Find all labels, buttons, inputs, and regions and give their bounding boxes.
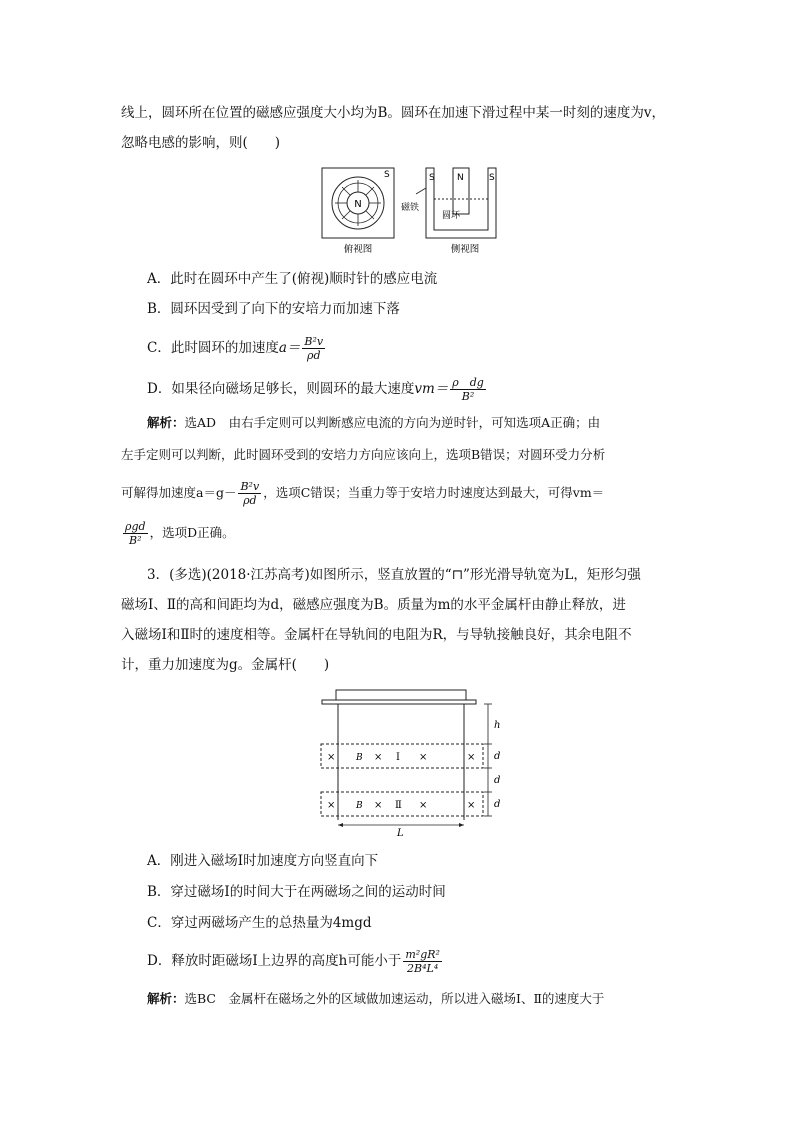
field2-x-4: × [467, 800, 476, 811]
q3-option-c: C．穿过两磁场产生的总热量为4mgd [147, 915, 372, 931]
q2-option-c [147, 335, 327, 362]
field2-x-1: × [327, 800, 336, 811]
q2-c-lhs: a＝ [278, 340, 301, 356]
q2-c-fraction [302, 335, 325, 362]
sol2-l4-suffix: ，选项D正确。 [149, 525, 235, 540]
field2-x-2: × [374, 800, 383, 811]
q3-option-b: B．穿过磁场Ⅰ的时间大于在两磁场之间的运动时间 [147, 884, 446, 900]
q2-option-b: B．圆环因受到了向下的安培力而加速下落 [147, 301, 400, 317]
field2-roman: Ⅱ [395, 800, 402, 811]
field2-x-3: × [419, 800, 428, 811]
fig1-s-label-left: S [384, 170, 390, 180]
fig1-left-caption: 俯视图 [343, 244, 373, 255]
q2-d-den: B² [461, 390, 475, 403]
field1-x-1: × [327, 752, 336, 763]
field1-x-3: × [419, 752, 428, 763]
q2-option-d [147, 376, 488, 403]
field1-roman: Ⅰ [396, 752, 400, 763]
fig1-n-label: N [354, 199, 362, 210]
sol2-text-1: 由右手定则可以判断感应电流的方向为逆时针，可知选项A正确；由 [216, 415, 601, 430]
intro-line-1: 线上，圆环所在位置的磁感应强度大小均为B。圆环在加速下滑过程中某一时刻的速度为v， [121, 105, 666, 121]
fig1-s-label-1: S [429, 173, 435, 183]
q3-line-4: 计，重力加速度为g。金属杆( ) [121, 657, 330, 673]
sol3-text-1: 金属杆在磁场之外的区域做加速运动，所以进入磁场Ⅰ、Ⅱ的速度大于 [216, 991, 605, 1006]
sol3-line-1 [147, 990, 604, 1008]
q3-option-d [147, 948, 444, 975]
sol2-l3-prefix: 可解得加速度a＝g－ [121, 485, 237, 500]
sol3-answer: 选BC [184, 991, 216, 1006]
q2-d-fraction [450, 376, 486, 403]
sol2-answer: 选AD [184, 415, 217, 430]
figure-rails-fields [318, 688, 508, 838]
figure-magnet-ring [318, 166, 508, 258]
fig1-ring-label: 圆环 [442, 211, 461, 221]
sol2-l3-num: B²v [240, 480, 260, 493]
q2-c-den: ρd [307, 349, 321, 362]
fig1-magnet-label: 磁铁 [401, 203, 420, 213]
dim-d-2: d [494, 775, 501, 786]
dim-d-1: d [494, 751, 501, 762]
sol2-line-4 [121, 520, 235, 547]
sol2-l4-den: B² [129, 534, 142, 547]
fig1-n-label-2: N [457, 173, 464, 183]
q3-line-3: 入磁场Ⅰ和Ⅱ时的速度相等。金属杆在导轨间的电阻为R，与导轨接触良好，其余电阻不 [121, 627, 632, 643]
sol2-line-3 [121, 480, 604, 507]
sol2-line-1 [147, 414, 600, 432]
q2-c-num: B²v [304, 335, 324, 348]
fig1-right-caption: 侧视图 [450, 244, 480, 255]
field2-b-label: B [356, 801, 363, 811]
dim-h: h [494, 720, 501, 731]
field1-x-2: × [374, 752, 383, 763]
q2-d-lhs: vm＝ [414, 381, 449, 397]
sol2-l4-num: ρgd [125, 520, 146, 533]
q3-d-fraction [403, 948, 442, 975]
sol2-l3-fraction [238, 480, 261, 507]
sol2-l3-suffix: ，选项C错误；当重力等于安培力时速度达到最大，可得vm＝ [263, 485, 605, 500]
sol2-label: 解析： [147, 415, 185, 430]
field1-x-4: × [467, 752, 476, 763]
sol2-l3-den: ρd [243, 494, 257, 507]
q3-d-num: m²gR² [405, 948, 440, 961]
dim-l: L [397, 828, 404, 838]
q2-d-num: ρ dg [452, 376, 484, 389]
q2-option-a: A．此时在圆环中产生了(俯视)顺时针的感应电流 [147, 271, 438, 287]
q3-d-prefix: D．释放时距磁场Ⅰ上边界的高度h可能小于 [147, 953, 402, 969]
sol3-label: 解析： [147, 991, 185, 1006]
field1-b-label: B [356, 753, 363, 763]
sol2-line-2: 左手定则可以判断，此时圆环受到的安培力方向应该向上，选项B错误；对圆环受力分析 [121, 447, 606, 462]
q3-option-a: A．刚进入磁场Ⅰ时加速度方向竖直向下 [147, 853, 379, 869]
intro-line-2: 忽略电感的影响，则( ) [121, 135, 281, 151]
q3-line-1: 3．(多选)(2018·江苏高考)如图所示，竖直放置的“⊓”形光滑导轨宽为L，矩形匀强 [147, 567, 641, 583]
sol2-l4-fraction [123, 520, 148, 547]
q2-d-prefix: D．如果径向磁场足够长，则圆环的最大速度 [147, 381, 415, 397]
q3-line-2: 磁场Ⅰ、Ⅱ的高和间距均为d，磁感应强度为B。质量为m的水平金属杆由静止释放，进 [121, 597, 626, 613]
q3-d-den: 2B⁴L⁴ [407, 962, 439, 975]
q2-c-prefix: C．此时圆环的加速度 [147, 340, 279, 356]
dim-d-3: d [494, 799, 501, 810]
fig1-s-label-2: S [489, 173, 495, 183]
